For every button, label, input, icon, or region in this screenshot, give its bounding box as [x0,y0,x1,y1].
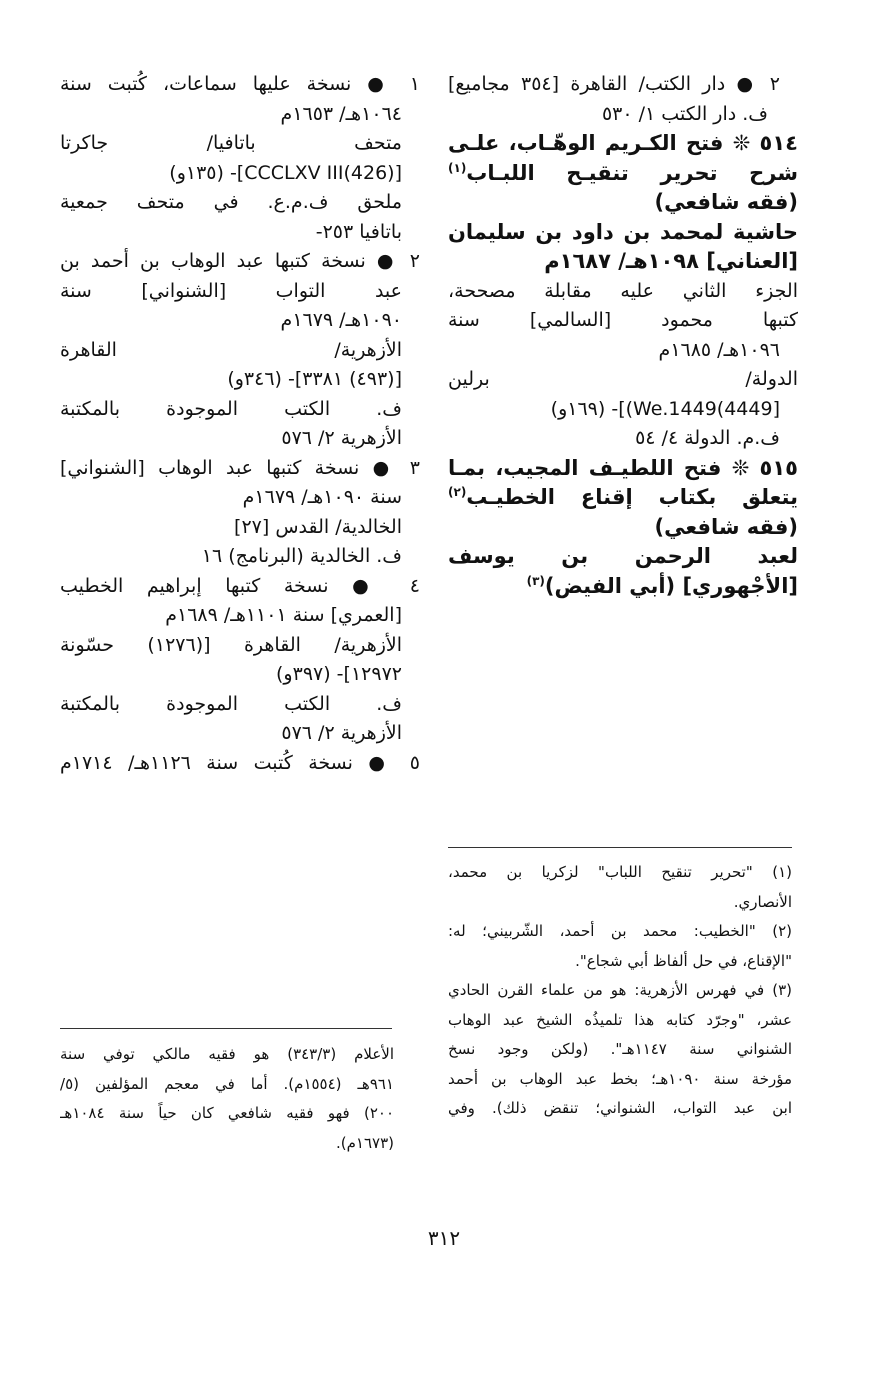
footnote-ref: (٢) [448,485,467,499]
page-number: ٣١٢ [427,1226,461,1250]
text-line: الأزهرية/ القاهرة [(١٢٧٦) حسّونة [60,633,403,656]
footnote-line: ٢٠٠) فهو فقيه شافعي كان حياً سنة ١٠٨٤هـ [60,1104,394,1122]
footnote-ref: (١) [448,160,467,175]
text-line: ٥ ● نسخة كُتبت سنة ١١٢٦هـ/ ١٧١٤م [60,751,420,774]
entry-author: لعبد الرحمن بن يوسف [448,544,798,568]
text-line: [4449)We.1449)]- (١٦٩و) [550,397,780,420]
footnotes-right [448,858,792,1124]
footnote-line: (٢) "الخطيب: محمد بن أحمد، الشّربيني؛ له: [448,922,792,940]
text-line: الأزهرية ٢/ ٥٧٦ [281,427,402,449]
entry-heading: شرح تحرير تنقيـح اللبـاب$^{(١)}$ [448,160,798,185]
entry-author: [العناني] ١٠٩٨هـ/ ١٦٨٧م [544,249,798,273]
footnote-line: (١) "تحرير تنقيح اللباب" لزكريا بن محمد، [448,863,792,881]
entry-author: [الأُجْهوري] (أبي الفيض)$^{(٣)}$ [526,573,798,598]
footnote-ref: (٣) [526,573,545,588]
footnote-line: الشنواني سنة ١١٤٧هـ". (ولكن وجود نسخ [448,1040,792,1058]
entry-author: حاشية لمحمد بن داود بن سليمان [448,219,798,244]
footnotes-left [60,1040,394,1158]
text-line: الخالدية/ القدس [٢٧] [234,515,402,538]
footnote-line: (١٦٧٣م). [335,1133,394,1152]
text-line: ف. دار الكتب ١/ ٥٣٠ [601,102,768,125]
footnote-line: عشر، "وجرّد كتابه هذا تلميذُه الشيخ عبد الوهاب [448,1010,792,1029]
text-line: ١٠٦٤هـ/ ١٦٥٣م [280,102,402,125]
text-line: ف. الكتب الموجودة بالمكتبة [60,692,402,715]
entry-category: (فقه شافعي) [654,190,798,214]
text-line: الأزهرية ٢/ ٥٧٦ [281,722,402,744]
footnote-line: ابن عبد التواب، الشنواني؛ تنقض ذلك). وفي [448,1099,792,1117]
text-line: الدولة/ برلين [448,368,798,390]
footnote-line: ٩٦١هـ (١٥٥٤م). أما في معجم المؤلفين (٥/ [60,1074,394,1093]
text-line: [CCCLXV III(426)]- (١٣٥و) [169,161,402,184]
text-line: ف.م. الدولة ٤/ ٥٤ [635,427,780,449]
text-line: ٢ ● دار الكتب/ القاهرة [٣٥٤ مجاميع] [448,73,780,95]
text-line: ١٠٩٦هـ/ ١٦٨٥م [658,338,780,361]
footnote-separator [448,847,792,848]
text-line: ٣ ● نسخة كتبها عبد الوهاب [الشنواني] [60,456,420,479]
entry-heading: ٥١٤ ❊ فتح الكـريم الوهّـاب، علـى [448,131,798,155]
footnote-line: "الإقناع، في حل ألفاظ أبي شجاع". [575,951,792,970]
footnote-line: مؤرخة سنة ١٠٩٠هـ؛ بخط عبد الوهاب بن أحمد [448,1069,792,1088]
text-line: ف. الكتب الموجودة بالمكتبة [60,397,402,420]
text-line: باتافيا ٢٥٣- [315,220,402,243]
left-column [60,70,420,778]
entry-category: (فقه شافعي) [654,514,798,539]
text-line: ملحق ف.م.ع. في متحف جمعية [60,191,402,213]
text-line: [(٤٩٣) ٣٣٨١]- (٣٤٦و) [227,368,402,390]
footnote-line: (٣) في فهرس الأزهرية: هو من علماء القرن الحادي [448,981,792,999]
text-line: الأزهرية/ القاهرة [60,338,402,361]
entry-heading: يتعلق بكتاب إقناع الخطيـب$^{(٢)}$ [448,485,798,509]
right-column [448,70,798,601]
text-line: ٤ ● نسخة كتبها إبراهيم الخطيب [60,574,420,597]
footnote-line: الأعلام (٣٤٣/٣) هو فقيه مالكي توفي سنة [60,1045,394,1063]
entry-heading: ٥١٥ ❊ فتح اللطيـف المجيب، بمـا [448,455,798,480]
text-line: ٢ ● نسخة كتبها عبد الوهاب بن أحمد بن [60,250,420,272]
text-line: ١٢٩٧٢]- (٣٩٧و) [276,663,402,685]
text-line: ١٠٩٠هـ/ ١٦٧٩م [280,309,402,331]
text-line: سنة ١٠٩٠هـ/ ١٦٧٩م [242,486,402,508]
text-line: [العمري] سنة ١١٠١هـ/ ١٦٨٩م [165,604,402,626]
text-line: عبد التواب [الشنواني] سنة [60,279,402,302]
text-line: ١ ● نسخة عليها سماعات، كُتبت سنة [60,73,420,95]
text-line: ف. الخالدية (البرنامج) ١٦ [201,545,402,567]
footnote-line: الأنصاري. [733,892,792,911]
text-line: الجزء الثاني عليه مقابلة مصححة، [448,279,798,302]
text-line: كتبها محمود [السالمي] سنة [448,309,798,331]
footnote-separator [60,1028,392,1029]
text-line: متحف باتافيا/ جاكرتا [60,132,402,154]
